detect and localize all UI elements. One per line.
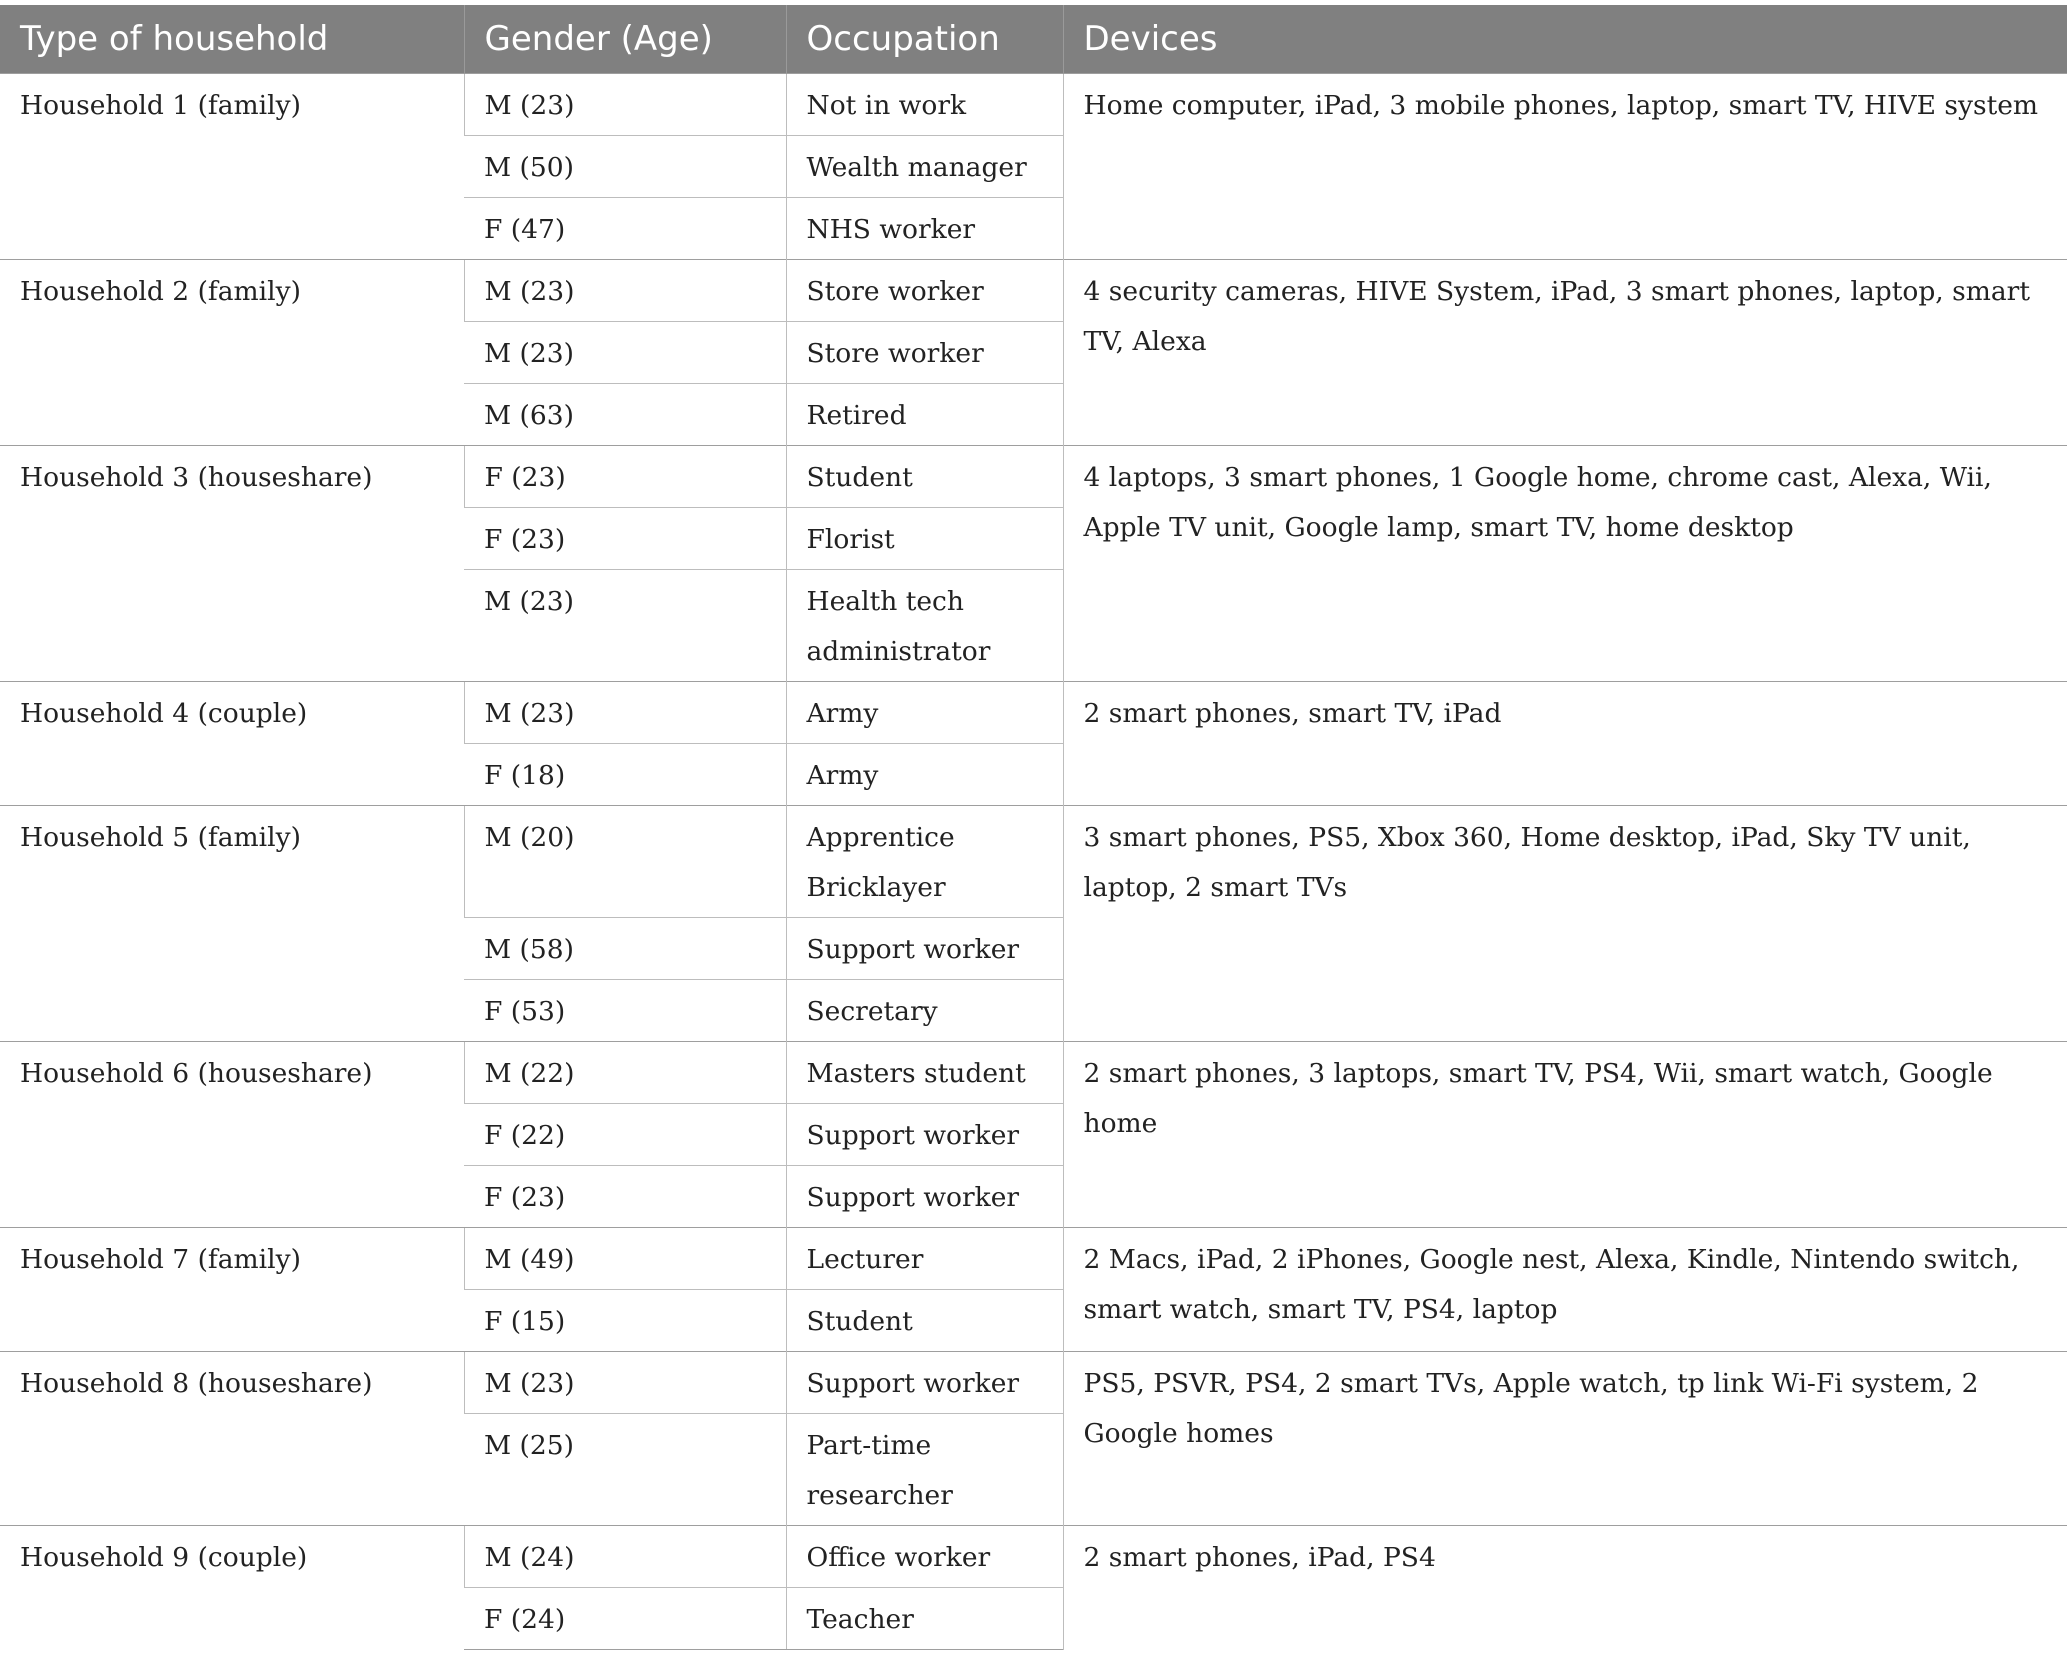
gender-age-cell: M (50) [464, 136, 786, 198]
table-row [0, 1042, 2067, 1104]
devices-cell: 2 smart phones, 3 laptops, smart TV, PS4, Wii, smart watch, Google home [1063, 1042, 2067, 1228]
gender-age-cell: F (23) [464, 1166, 786, 1228]
devices-cell: 4 security cameras, HIVE System, iPad, 3 smart phones, laptop, smart TV, Alexa [1063, 260, 2067, 446]
table-row [0, 1352, 2067, 1414]
gender-age-cell: F (18) [464, 744, 786, 806]
table-header [0, 5, 2067, 74]
occupation-cell: Student [786, 446, 1063, 508]
header-type-of-household: Type of household [0, 5, 464, 74]
household-type-cell: Household 6 (houseshare) [0, 1042, 464, 1228]
devices-cell: PS5, PSVR, PS4, 2 smart TVs, Apple watch, tp link Wi-Fi system, 2 Google homes [1063, 1352, 2067, 1526]
occupation-cell: Army [786, 682, 1063, 744]
gender-age-cell: M (20) [464, 806, 786, 918]
household-type-cell: Household 5 (family) [0, 806, 464, 1042]
occupation-cell: Store worker [786, 260, 1063, 322]
table-row [0, 806, 2067, 918]
header-gender-age: Gender (Age) [464, 5, 786, 74]
occupation-cell: Retired [786, 384, 1063, 446]
occupation-cell: Store worker [786, 322, 1063, 384]
gender-age-cell: M (23) [464, 74, 786, 136]
occupation-cell: Student [786, 1290, 1063, 1352]
gender-age-cell: M (63) [464, 384, 786, 446]
occupation-cell: Secretary [786, 980, 1063, 1042]
gender-age-cell: F (24) [464, 1588, 786, 1650]
table-row [0, 682, 2067, 744]
occupation-cell: Not in work [786, 74, 1063, 136]
table-row [0, 74, 2067, 136]
occupation-cell: Wealth manager [786, 136, 1063, 198]
occupation-cell: Florist [786, 508, 1063, 570]
occupation-cell: Health tech administrator [786, 570, 1063, 682]
occupation-cell: Office worker [786, 1526, 1063, 1588]
occupation-cell: Teacher [786, 1588, 1063, 1650]
household-type-cell: Household 3 (houseshare) [0, 446, 464, 682]
gender-age-cell: M (58) [464, 918, 786, 980]
occupation-cell: Masters student [786, 1042, 1063, 1104]
gender-age-cell: M (23) [464, 260, 786, 322]
gender-age-cell: M (24) [464, 1526, 786, 1588]
occupation-cell: Support worker [786, 1352, 1063, 1414]
devices-cell: 2 smart phones, iPad, PS4 [1063, 1526, 2067, 1650]
household-type-cell: Household 1 (family) [0, 74, 464, 260]
household-type-cell: Household 9 (couple) [0, 1526, 464, 1650]
household-type-cell: Household 4 (couple) [0, 682, 464, 806]
devices-cell: 2 Macs, iPad, 2 iPhones, Google nest, Alexa, Kindle, Nintendo switch, smart watch, smart TV, PS4, laptop [1063, 1228, 2067, 1352]
household-table [0, 5, 2067, 1650]
gender-age-cell: M (23) [464, 682, 786, 744]
occupation-cell: Army [786, 744, 1063, 806]
occupation-cell: Part-time researcher [786, 1414, 1063, 1526]
gender-age-cell: M (23) [464, 570, 786, 682]
devices-cell: 2 smart phones, smart TV, iPad [1063, 682, 2067, 806]
gender-age-cell: M (23) [464, 322, 786, 384]
table-row [0, 260, 2067, 322]
devices-cell: 3 smart phones, PS5, Xbox 360, Home desktop, iPad, Sky TV unit, laptop, 2 smart TVs [1063, 806, 2067, 1042]
occupation-cell: Support worker [786, 1166, 1063, 1228]
gender-age-cell: F (53) [464, 980, 786, 1042]
household-type-cell: Household 8 (houseshare) [0, 1352, 464, 1526]
gender-age-cell: F (23) [464, 508, 786, 570]
household-table-container [0, 5, 2067, 1650]
occupation-cell: Support worker [786, 1104, 1063, 1166]
table-row [0, 446, 2067, 508]
gender-age-cell: M (23) [464, 1352, 786, 1414]
gender-age-cell: F (47) [464, 198, 786, 260]
gender-age-cell: M (49) [464, 1228, 786, 1290]
household-type-cell: Household 2 (family) [0, 260, 464, 446]
table-row [0, 1228, 2067, 1290]
gender-age-cell: F (23) [464, 446, 786, 508]
gender-age-cell: M (25) [464, 1414, 786, 1526]
occupation-cell: Support worker [786, 918, 1063, 980]
household-type-cell: Household 7 (family) [0, 1228, 464, 1352]
occupation-cell: NHS worker [786, 198, 1063, 260]
header-occupation: Occupation [786, 5, 1063, 74]
gender-age-cell: M (22) [464, 1042, 786, 1104]
gender-age-cell: F (15) [464, 1290, 786, 1352]
gender-age-cell: F (22) [464, 1104, 786, 1166]
header-devices: Devices [1063, 5, 2067, 74]
devices-cell: Home computer, iPad, 3 mobile phones, laptop, smart TV, HIVE system [1063, 74, 2067, 260]
occupation-cell: Apprentice Bricklayer [786, 806, 1063, 918]
table-body [0, 74, 2067, 1650]
header-row [0, 5, 2067, 74]
table-row [0, 1526, 2067, 1588]
devices-cell: 4 laptops, 3 smart phones, 1 Google home, chrome cast, Alexa, Wii, Apple TV unit, Google lamp, smart TV, home desktop [1063, 446, 2067, 682]
occupation-cell: Lecturer [786, 1228, 1063, 1290]
